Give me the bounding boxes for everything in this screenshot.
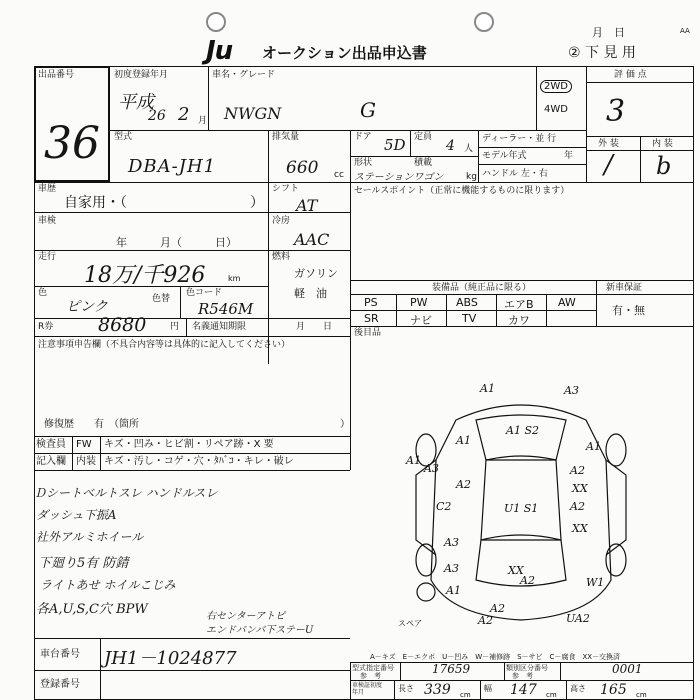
first-reg-era: 平成 bbox=[118, 92, 154, 113]
exterior-label: 外 装 bbox=[598, 139, 619, 149]
lot-label: 出品番号 bbox=[38, 70, 75, 80]
width-label: 幅 bbox=[484, 684, 492, 693]
equip-abs: ABS bbox=[456, 296, 478, 309]
equip-sr: SR bbox=[364, 312, 379, 325]
damage-mark: A1 bbox=[586, 440, 601, 453]
entry-label: 記入欄 bbox=[36, 456, 66, 467]
interior-check-label: 内装 bbox=[76, 456, 96, 467]
new-tag-value: 有・無 bbox=[612, 304, 645, 317]
ju-logo: Ju bbox=[206, 36, 233, 66]
exterior-value: / bbox=[604, 150, 613, 180]
length-value: 339 bbox=[424, 682, 451, 698]
ref-label-1: 参 考 bbox=[360, 672, 381, 680]
model-year-label: モデル年式 bbox=[482, 151, 527, 161]
fw-items: キズ・凹み・ヒビ割・リペア跡・X 要 bbox=[104, 439, 274, 450]
punch-hole-right bbox=[474, 12, 494, 32]
equip-airbag: エアB bbox=[504, 298, 534, 311]
damage-mark: XX bbox=[572, 482, 588, 495]
lot-value: 36 bbox=[44, 118, 100, 169]
damage-mark: UA2 bbox=[566, 612, 590, 625]
width-unit: cm bbox=[546, 691, 557, 699]
inspection-label: 車検 bbox=[38, 216, 57, 226]
capacity-label: 定員 bbox=[414, 132, 433, 142]
color-code-value: R546M bbox=[198, 300, 254, 318]
damage-mark: A3 bbox=[424, 462, 439, 475]
repair-close: ） bbox=[340, 419, 350, 430]
form-title: オークション出品申込書 bbox=[262, 44, 427, 62]
fuel-label: 燃料 bbox=[272, 252, 291, 262]
handle-label: ハンドル 左・右 bbox=[482, 169, 548, 179]
capacity-value: 4 bbox=[446, 138, 455, 154]
height-label: 高さ bbox=[570, 684, 586, 693]
mileage-label: 走行 bbox=[38, 252, 57, 262]
damage-mark: A2 bbox=[490, 602, 505, 615]
damage-mark: A2 bbox=[456, 478, 471, 491]
damage-mark: A2 bbox=[570, 464, 585, 477]
type-approval-label: 型式指定番号 bbox=[352, 664, 394, 672]
damage-mark: A3 bbox=[444, 536, 459, 549]
damage-mark: XX bbox=[572, 522, 588, 535]
equip-aw: AW bbox=[558, 296, 576, 309]
car-damage-diagram bbox=[396, 380, 646, 630]
damage-mark: W1 bbox=[586, 576, 605, 589]
note-line-3: 社外アルミホイール bbox=[36, 530, 144, 544]
repair-label: 修復歴 有 （箇所 bbox=[44, 419, 139, 430]
new-tag-label: 新車保証 bbox=[606, 283, 643, 293]
registration-close: ） bbox=[250, 195, 264, 211]
recycle-label: R券 bbox=[38, 322, 54, 332]
damage-mark: A3 bbox=[564, 384, 579, 397]
punch-hole-left bbox=[206, 12, 226, 32]
load-unit: kg bbox=[466, 172, 477, 182]
length-unit: cm bbox=[460, 691, 471, 699]
fuel-options: ガソリン 軽 油 bbox=[294, 267, 338, 300]
damage-mark: C2 bbox=[436, 500, 452, 513]
shift-label: シフト bbox=[272, 184, 300, 194]
first-reg-month-unit: 月 bbox=[198, 116, 208, 126]
model-label: 型式 bbox=[114, 132, 133, 142]
aa-label: AA bbox=[680, 27, 690, 35]
car-name-label: 車名・グレード bbox=[212, 70, 276, 80]
notes-title: 注意事項申告欄（不具合内容等は具体的に記入してください） bbox=[38, 340, 291, 350]
chassis-value: JH1－1024877 bbox=[104, 648, 237, 669]
model-year-unit: 年 bbox=[564, 151, 574, 161]
damage-legend: A－キズ E－エクボ U－凹み W－補修跡 S－サビ C－腐食 XX－交換済 bbox=[370, 653, 621, 661]
expiry-unit: 月 日 bbox=[296, 322, 333, 332]
selling-points-label: セールスポイント（正常に機能するものに限ります） bbox=[354, 186, 570, 196]
rating-label: 評 価 点 bbox=[614, 70, 647, 80]
grade-value: G bbox=[360, 98, 376, 122]
note-line-5: ライトあせ ホイルこじみ bbox=[40, 578, 176, 592]
equipment-title: 装備品（純正品に限る） bbox=[432, 283, 532, 293]
width-value: 147 bbox=[510, 682, 537, 698]
equip-pw: PW bbox=[410, 296, 428, 309]
model-value: DBA-JH1 bbox=[128, 156, 217, 177]
equip-navi: ナビ bbox=[410, 314, 432, 327]
interior-items: キズ・汚し・コゲ・穴・ﾀﾊﾞｺ・キレ・破レ bbox=[104, 456, 294, 467]
registration-value: 自家用・（ bbox=[64, 195, 127, 211]
copy-label: ② 下 見 用 bbox=[568, 45, 636, 61]
note-line-2: ダッシュ下振A bbox=[36, 508, 117, 522]
damage-mark: A1 S2 bbox=[506, 424, 539, 437]
damage-mark: XX bbox=[508, 564, 524, 577]
damage-mark: A2 bbox=[520, 574, 535, 587]
damage-mark: スペア bbox=[398, 619, 422, 628]
interior-value: b bbox=[656, 152, 672, 180]
dealer-label: ディーラー・並 行 bbox=[482, 134, 557, 144]
height-unit: cm bbox=[636, 691, 647, 699]
color-value: ピンク bbox=[66, 299, 108, 315]
doors-label: ドア bbox=[354, 132, 372, 142]
color-change-label: 色替 bbox=[152, 294, 171, 304]
color-label: 色 bbox=[38, 288, 48, 298]
inspector-label: 検査員 bbox=[36, 439, 66, 450]
damage-mark: U1 S1 bbox=[504, 502, 539, 515]
load-label: 積載 bbox=[414, 158, 433, 168]
note-line-4: 下廻り5有 防錆 bbox=[38, 556, 129, 571]
date-labels: 月 日 bbox=[592, 26, 625, 39]
interior-label: 内 装 bbox=[652, 139, 673, 149]
car-name-value: NWGN bbox=[224, 104, 282, 123]
equip-tv: TV bbox=[462, 312, 477, 325]
length-label: 長さ bbox=[398, 684, 414, 693]
shape-label: 形状 bbox=[354, 158, 373, 168]
capacity-unit: 人 bbox=[464, 144, 474, 154]
displacement-label: 排気量 bbox=[272, 132, 300, 142]
inspection-date: 年 月（ 日） bbox=[116, 236, 237, 249]
first-reg-year: 26 bbox=[148, 108, 166, 124]
note-line-1: Ｄシートベルトスレ ハンドルスレ bbox=[34, 486, 218, 500]
color-code-label: 色コード bbox=[186, 288, 223, 298]
shape-value: ステーションワゴン bbox=[354, 172, 444, 183]
mileage-value: 18万/千926 bbox=[84, 263, 206, 288]
doors-value: 5D bbox=[384, 136, 406, 154]
drive-2wd: 2WD bbox=[540, 80, 572, 93]
equip-leather: カワ bbox=[508, 314, 530, 327]
class-value: 0001 bbox=[612, 662, 643, 676]
shift-value: AT bbox=[296, 196, 318, 215]
recycle-unit: 円 bbox=[170, 322, 180, 332]
aircon-label: 冷房 bbox=[272, 216, 291, 226]
extra-note: 右センターアトピ エンドバンパ下ステーU bbox=[206, 611, 314, 636]
drive-4wd: 4WD bbox=[544, 104, 568, 115]
damage-mark: A1 bbox=[446, 584, 461, 597]
ref-label-2: 参 考 bbox=[512, 672, 533, 680]
damage-mark: A3 bbox=[444, 562, 459, 575]
displacement-value: 660 bbox=[286, 158, 319, 178]
damage-mark: A2 bbox=[478, 614, 493, 627]
mileage-unit: km bbox=[228, 274, 241, 283]
damage-mark: A1 bbox=[480, 382, 495, 395]
damage-mark: A1 bbox=[456, 434, 471, 447]
rating-value: 3 bbox=[606, 94, 626, 129]
rear-seat-label: 後目品 bbox=[354, 328, 382, 338]
chassis-label: 車台番号 bbox=[40, 649, 80, 660]
reg-number-label: 登録番号 bbox=[40, 679, 80, 690]
damage-mark: A2 bbox=[570, 500, 585, 513]
recycle-value: 8680 bbox=[98, 314, 147, 336]
expiry-label: 名義通知期限 bbox=[192, 322, 247, 332]
class-label: 類別区分番号 bbox=[506, 664, 548, 672]
displacement-unit: cc bbox=[334, 170, 344, 180]
height-value: 165 bbox=[600, 682, 627, 698]
fw-label: FW bbox=[76, 439, 92, 450]
equip-ps: PS bbox=[364, 296, 378, 309]
aircon-value: AAC bbox=[294, 230, 330, 249]
initial-reg-label: 車検証初度 年月 bbox=[352, 682, 383, 696]
registration-label: 車歴 bbox=[38, 184, 57, 194]
note-line-6: 各A,U,S,C穴 BPW bbox=[36, 602, 148, 617]
first-reg-month: 2 bbox=[178, 104, 190, 125]
first-reg-label: 初度登録年月 bbox=[114, 70, 169, 80]
damage-mark: A1 bbox=[406, 454, 421, 467]
type-approval-value: 17659 bbox=[432, 662, 471, 676]
